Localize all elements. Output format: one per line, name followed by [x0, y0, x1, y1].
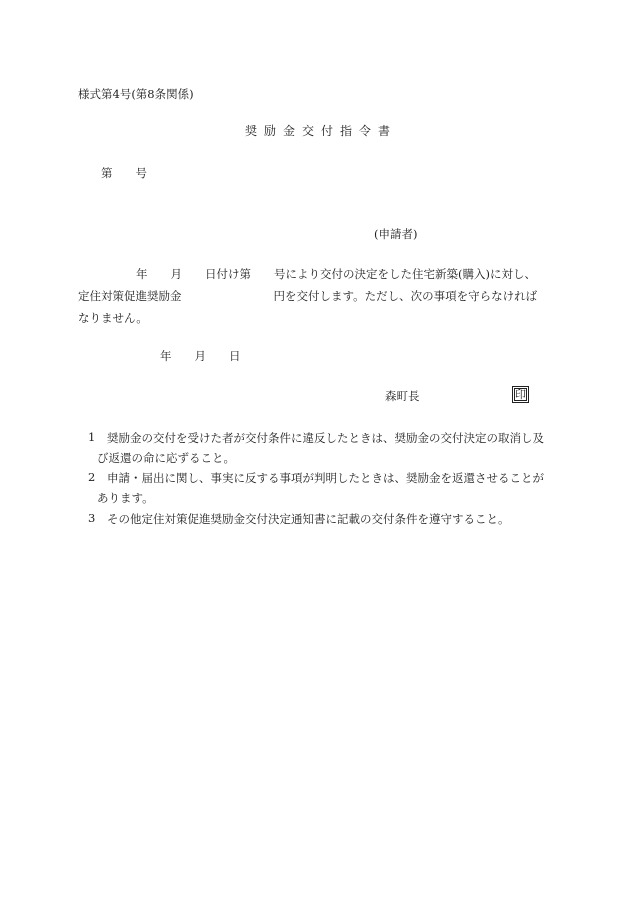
condition-1-text-cont: び返還の命に応ずること。 [97, 451, 235, 465]
document-number-line: 第 号 [101, 166, 147, 180]
document-title: 奨励金交付指令書 [245, 124, 398, 138]
condition-2-number: 2 [88, 470, 96, 484]
condition-1-text: 奨励金の交付を受けた者が交付条件に違反したときは、奨励金の交付決定の取消し及 [107, 431, 544, 445]
body-line-1: 年 月 日付け第 号により交付の決定をした住宅新築(購入)に対し、 [136, 267, 536, 281]
issue-date-line: 年 月 日 [160, 349, 241, 363]
body-line-3: なりません。 [78, 311, 148, 325]
condition-3-text: その他定住対策促進奨励金交付決定通知書に記載の交付条件を遵守すること。 [107, 512, 510, 526]
form-number: 様式第4号(第8条関係) [78, 87, 194, 101]
condition-1-number: 1 [88, 430, 96, 444]
body-line-2: 定住対策促進奨励金 円を交付します。ただし、次の事項を守らなければ [78, 289, 538, 303]
condition-2-text: 申請・届出に関し、事実に反する事項が判明したときは、奨励金を返還させることが [107, 471, 544, 485]
applicant-label: (申請者) [374, 227, 418, 241]
seal-label: 印 [515, 388, 526, 401]
condition-2-text-cont: あります。 [97, 491, 154, 505]
condition-3-number: 3 [88, 511, 96, 525]
issuer-name: 森町長 [385, 389, 420, 403]
seal-mark [512, 386, 529, 403]
